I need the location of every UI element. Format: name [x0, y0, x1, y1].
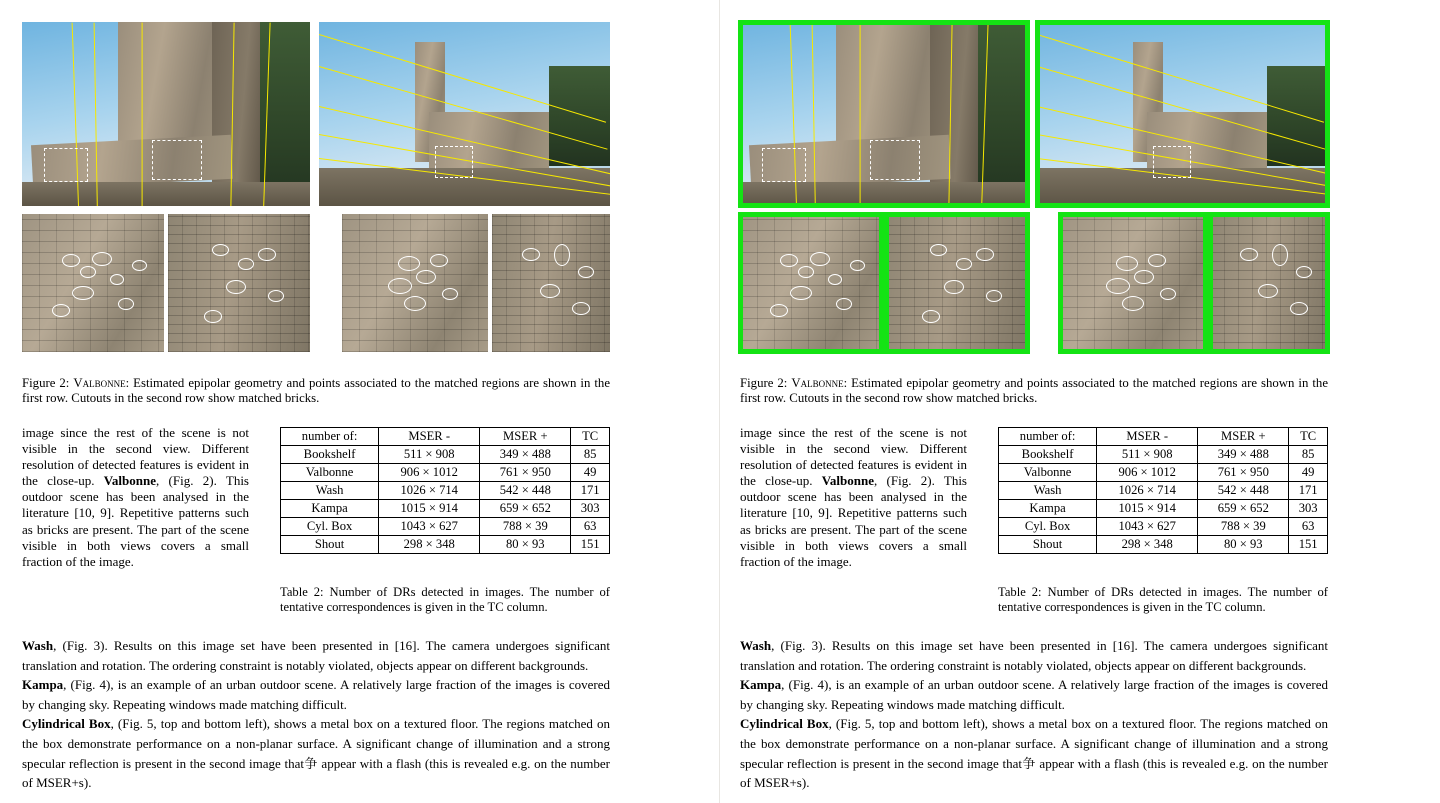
- table-cell: 906 × 1012: [1097, 464, 1198, 482]
- paragraph-text: , (Fig. 4), is an example of an urban outdoor scene. A relatively large fraction of the images is covered by changing sky. Repeating windows made matching difficult.: [22, 677, 610, 712]
- paragraph-lead-bold: Cylindrical Box: [22, 716, 111, 732]
- matched-region: [780, 254, 798, 267]
- table-cell: Kampa: [281, 500, 379, 518]
- matched-region: [92, 252, 112, 266]
- table-cell: 349 × 488: [480, 446, 571, 464]
- paragraph-text: , (Fig. 4), is an example of an urban outdoor scene. A relatively large fraction of the images is covered by changing sky. Repeating windows made matching difficult.: [740, 677, 1328, 712]
- matched-region: [1258, 284, 1278, 298]
- matched-region: [416, 270, 436, 284]
- matched-region: [1240, 248, 1258, 261]
- figure-caption-text: : Estimated epipolar geometry and points associated to the matched regions are shown in the first row. Cutouts in the second row show matched bricks.: [740, 376, 1328, 405]
- table-cell: 151: [1289, 536, 1328, 554]
- paragraph-lead-bold: Wash: [740, 638, 772, 653]
- figure-image-view2: [1037, 22, 1328, 206]
- matched-region: [828, 274, 842, 285]
- matched-region: [1272, 244, 1288, 266]
- matched-region: [944, 280, 964, 294]
- figure-caption: [740, 376, 1328, 406]
- figure-caption-label: Figure 2:: [22, 376, 70, 390]
- figure-cutout-3: [342, 214, 488, 352]
- figure-cutout-1: [740, 214, 882, 352]
- matched-region: [238, 258, 254, 270]
- figure-caption-label: Figure 2:: [740, 376, 788, 390]
- table-cell: 1015 × 914: [1097, 500, 1198, 518]
- table-cell: 85: [571, 446, 610, 464]
- matched-region: [72, 286, 94, 300]
- brick-texture: [1210, 214, 1328, 352]
- body-text-pre: image since the rest of the scene is not visible in the second view. Different resolution of detected features is evident in the close-up.: [740, 425, 967, 489]
- detail-crop-box: [1153, 146, 1191, 178]
- paper-column-right: [740, 0, 1328, 803]
- matched-region: [922, 310, 940, 323]
- matched-region: [52, 304, 70, 317]
- table-cell: 542 × 448: [1198, 482, 1289, 500]
- figure-image-view2: [319, 22, 610, 206]
- matched-region: [212, 244, 229, 256]
- matched-region: [1290, 302, 1308, 315]
- table-cell: Valbonne: [999, 464, 1097, 482]
- matched-region: [268, 290, 284, 302]
- full-width-text: [22, 636, 610, 793]
- detail-crop-box: [152, 140, 202, 180]
- brick-texture: [22, 214, 164, 352]
- matched-region: [1116, 256, 1138, 271]
- detail-crop-box: [44, 148, 88, 182]
- figure-cutout-4: [1210, 214, 1328, 352]
- body-text-bold: Valbonne: [821, 473, 875, 489]
- matched-region: [956, 258, 972, 270]
- table-cell: 298 × 348: [1097, 536, 1198, 554]
- table-cell: Wash: [281, 482, 379, 500]
- table-cell: 303: [571, 500, 610, 518]
- table-header-cell: number of:: [999, 428, 1097, 446]
- body-text-post: , (Fig. 2). This outdoor scene has been analysed in the literature [10, 9]. Repetitive patterns such as bricks are present. The part of the scene visible in both views covers a small fraction of the image.: [22, 473, 249, 569]
- matched-region: [986, 290, 1002, 302]
- table-caption-label: Table 2:: [280, 585, 324, 599]
- table-cell: Kampa: [999, 500, 1097, 518]
- matched-region: [388, 278, 412, 294]
- figure-cutout-2: [168, 214, 310, 352]
- table-row: [281, 536, 610, 554]
- matched-region: [62, 254, 80, 267]
- figure-2-right: [740, 0, 1328, 352]
- table-caption-text: Number of DRs detected in images. The number of tentative correspondences is given in the TC column.: [998, 585, 1329, 614]
- table-row: [999, 482, 1328, 500]
- paragraph-lead-bold: Wash: [22, 638, 54, 653]
- brick-texture: [492, 214, 610, 352]
- detail-crop-box: [870, 140, 920, 180]
- paragraph-cylindrical-box: [22, 714, 610, 792]
- matched-region: [770, 304, 788, 317]
- table-cell: 151: [571, 536, 610, 554]
- table-cell: 1026 × 714: [1097, 482, 1198, 500]
- table-cell: 303: [1289, 500, 1328, 518]
- table-row: [999, 536, 1328, 554]
- figure-cutout-1: [22, 214, 164, 352]
- paragraph-lead-bold: Cylindrical Box: [740, 716, 829, 732]
- paragraph-cylindrical-box: [740, 714, 1328, 792]
- brick-texture: [1060, 214, 1206, 352]
- table-cell: 49: [571, 464, 610, 482]
- figure-caption-text: : Estimated epipolar geometry and points associated to the matched regions are shown in the first row. Cutouts in the second row show matched bricks.: [22, 376, 610, 405]
- table-cell: 171: [1289, 482, 1328, 500]
- brick-texture: [740, 214, 882, 352]
- figure-cutout-3: [1060, 214, 1206, 352]
- matched-region: [522, 248, 540, 261]
- body-text-post: , (Fig. 2). This outdoor scene has been analysed in the literature [10, 9]. Repetitive patterns such as bricks are present. The part of the scene visible in both views covers a small fraction of the image.: [740, 473, 967, 569]
- table-header-cell: TC: [1289, 428, 1328, 446]
- table-header-cell: TC: [571, 428, 610, 446]
- table-cell: Cyl. Box: [999, 518, 1097, 536]
- figure-image-view1: [740, 22, 1028, 206]
- matched-region: [398, 256, 420, 271]
- tree-line: [1267, 66, 1328, 166]
- table-row: [281, 518, 610, 536]
- table-row: [281, 446, 610, 464]
- table-row: [999, 446, 1328, 464]
- body-column-text: [22, 425, 249, 570]
- table-cell: Bookshelf: [999, 446, 1097, 464]
- matched-region: [204, 310, 222, 323]
- table-cell: Valbonne: [281, 464, 379, 482]
- table-row: [999, 518, 1328, 536]
- matched-region: [976, 248, 994, 261]
- table-cell: 80 × 93: [480, 536, 571, 554]
- table-cell: 80 × 93: [1198, 536, 1289, 554]
- paragraph-lead-bold: Kampa: [740, 677, 782, 693]
- table-row: [281, 482, 610, 500]
- table-2: [998, 427, 1328, 554]
- paper-column-left: [22, 0, 610, 803]
- table-cell: 659 × 652: [480, 500, 571, 518]
- table-cell: 171: [571, 482, 610, 500]
- matched-region: [110, 274, 124, 285]
- matched-region: [442, 288, 458, 300]
- table-row: [281, 500, 610, 518]
- matched-region: [798, 266, 814, 278]
- body-column-text: [740, 425, 967, 570]
- epipolar-line: [859, 23, 860, 206]
- body-paragraph: [740, 425, 967, 570]
- matched-region: [1106, 278, 1130, 294]
- page-bottom-clip: [740, 795, 1328, 803]
- figure-2-left: [22, 0, 610, 352]
- table-2-wrapper: [998, 427, 1328, 554]
- body-text-bold: Valbonne: [103, 473, 157, 489]
- table-cell: 761 × 950: [480, 464, 571, 482]
- paragraph-kampa: [22, 675, 610, 714]
- table-cell: Shout: [281, 536, 379, 554]
- figure-caption-scene: Valbonne: [73, 376, 126, 390]
- paragraph-wash: [22, 636, 610, 675]
- body-text-pre: image since the rest of the scene is not visible in the second view. Different resolution of detected features is evident in the close-up.: [22, 425, 249, 489]
- table-cell: Cyl. Box: [281, 518, 379, 536]
- figure-cutout-2: [886, 214, 1028, 352]
- matched-region: [430, 254, 448, 267]
- table-cell: 1043 × 627: [379, 518, 480, 536]
- matched-region: [850, 260, 865, 271]
- table-cell: 788 × 39: [480, 518, 571, 536]
- table-2-wrapper: [280, 427, 610, 554]
- matched-region: [578, 266, 594, 278]
- ground-strip: [22, 182, 310, 206]
- matched-region: [1160, 288, 1176, 300]
- paragraph-text: , (Fig. 3). Results on this image set have been presented in [16]. The camera undergoes significant translation and rotation. The ordering constraint is notably violated, objects appear on different backgrounds.: [740, 638, 1328, 673]
- full-width-text: [740, 636, 1328, 793]
- epipolar-line: [141, 23, 142, 206]
- table-header-row: [281, 428, 610, 446]
- table-cell: Wash: [999, 482, 1097, 500]
- page-bottom-clip: [22, 795, 610, 803]
- paragraph-text: , (Fig. 5, top and bottom left), shows a metal box on a textured floor. The regions matched on the box demonstrate performance on a non-planar surface. A significant change of illumination and a strong specular reflection is present in the second image that争 appear with a flash (this is revealed e.g. on the number of MSER+s).: [22, 716, 610, 791]
- table-header-cell: MSER -: [379, 428, 480, 446]
- matched-region: [1296, 266, 1312, 278]
- figure-cutout-4: [492, 214, 610, 352]
- matched-region: [836, 298, 852, 310]
- body-paragraph: [22, 425, 249, 570]
- matched-region: [226, 280, 246, 294]
- matched-region: [132, 260, 147, 271]
- table-header-cell: MSER +: [480, 428, 571, 446]
- table-row: [999, 500, 1328, 518]
- table-2: [280, 427, 610, 554]
- table-cell: 542 × 448: [480, 482, 571, 500]
- table-header-row: [999, 428, 1328, 446]
- table-cell: 511 × 908: [1097, 446, 1198, 464]
- paragraph-text: , (Fig. 5, top and bottom left), shows a metal box on a textured floor. The regions matched on the box demonstrate performance on a non-planar surface. A significant change of illumination and a strong specular reflection is present in the second image that争 appear with a flash (this is revealed e.g. on the number of MSER+s).: [740, 716, 1328, 791]
- table-caption: [280, 585, 610, 614]
- table-cell: 1026 × 714: [379, 482, 480, 500]
- matched-region: [1134, 270, 1154, 284]
- table-caption-text: Number of DRs detected in images. The number of tentative correspondences is given in the TC column.: [280, 585, 611, 614]
- tree-line: [549, 66, 610, 166]
- matched-region: [80, 266, 96, 278]
- detail-crop-box: [762, 148, 806, 182]
- matched-region: [930, 244, 947, 256]
- matched-region: [790, 286, 812, 300]
- table-row: [281, 464, 610, 482]
- paragraph-text: , (Fig. 3). Results on this image set have been presented in [16]. The camera undergoes significant translation and rotation. The ordering constraint is notably violated, objects appear on different backgrounds.: [22, 638, 610, 673]
- table-cell: 298 × 348: [379, 536, 480, 554]
- matched-region: [1122, 296, 1144, 311]
- table-cell: 85: [1289, 446, 1328, 464]
- brick-texture: [342, 214, 488, 352]
- table-cell: 659 × 652: [1198, 500, 1289, 518]
- ground-strip: [740, 182, 1028, 206]
- figure-image-view1: [22, 22, 310, 206]
- document-view-annotated: [720, 0, 1440, 803]
- table-header-cell: MSER -: [1097, 428, 1198, 446]
- table-cell: 63: [571, 518, 610, 536]
- matched-region: [118, 298, 134, 310]
- paragraph-lead-bold: Kampa: [22, 677, 64, 693]
- matched-region: [540, 284, 560, 298]
- figure-caption: [22, 376, 610, 406]
- table-row: [999, 464, 1328, 482]
- table-cell: 349 × 488: [1198, 446, 1289, 464]
- detail-crop-box: [435, 146, 473, 178]
- table-cell: 761 × 950: [1198, 464, 1289, 482]
- matched-region: [1148, 254, 1166, 267]
- table-caption: [998, 585, 1328, 614]
- table-header-cell: MSER +: [1198, 428, 1289, 446]
- paragraph-wash: [740, 636, 1328, 675]
- matched-region: [258, 248, 276, 261]
- paragraph-kampa: [740, 675, 1328, 714]
- matched-region: [572, 302, 590, 315]
- table-cell: 906 × 1012: [379, 464, 480, 482]
- matched-region: [810, 252, 830, 266]
- table-cell: 511 × 908: [379, 446, 480, 464]
- matched-region: [404, 296, 426, 311]
- table-header-cell: number of:: [281, 428, 379, 446]
- table-cell: 1015 × 914: [379, 500, 480, 518]
- figure-caption-scene: Valbonne: [791, 376, 844, 390]
- table-cell: 49: [1289, 464, 1328, 482]
- table-cell: Shout: [999, 536, 1097, 554]
- table-cell: 788 × 39: [1198, 518, 1289, 536]
- matched-region: [554, 244, 570, 266]
- table-caption-label: Table 2:: [998, 585, 1042, 599]
- table-cell: 63: [1289, 518, 1328, 536]
- table-cell: 1043 × 627: [1097, 518, 1198, 536]
- table-cell: Bookshelf: [281, 446, 379, 464]
